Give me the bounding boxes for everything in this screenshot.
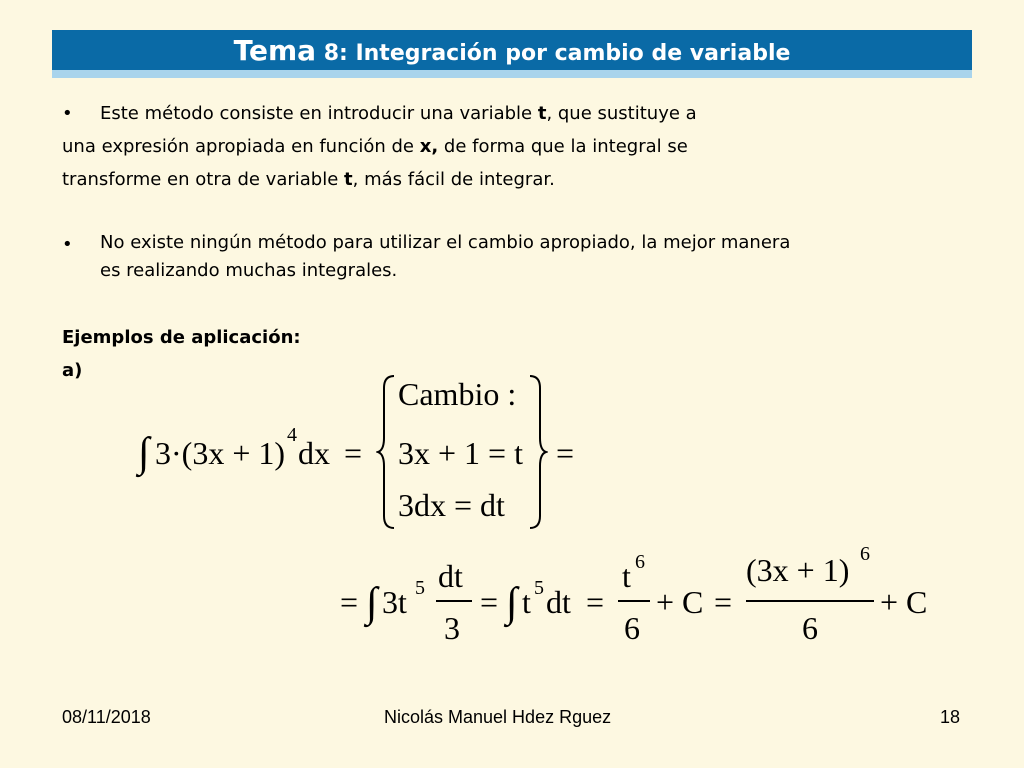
title-prefix: Tema [233,34,317,67]
bullet2-line1: No existe ningún método para utilizar el cambio apropiado, la mejor manera [100,232,791,253]
frac2-bar [618,600,650,602]
equals-3: = [586,584,605,620]
example-a-label: a) [62,360,83,381]
equals-sign-end: = [556,435,575,471]
bullet-marker-2: • [62,234,73,255]
exponent-5a: 5 [415,577,425,599]
slide-title [52,30,972,72]
brace-line-differential: 3dx = dt [398,487,505,523]
equals-sign: = [344,435,363,471]
t-term: t [522,584,531,620]
footer-date: 08/11/2018 [62,707,151,727]
frac2-denominator: 6 [624,610,640,646]
frac2-numerator: t [622,558,631,594]
bullet1-line2: una expresión apropiada en función de x, de forma que la integral se [62,136,688,157]
exponent-5b: 5 [534,577,544,599]
frac1-numerator: dt [438,558,463,594]
bullet1-line1: Este método consiste en introducir una variable t, que sustituye a [100,103,697,124]
equals-1: = [340,584,359,620]
integral-sign: ∫ [138,430,150,476]
bullet2-line2: es realizando muchas integrales. [100,260,398,281]
bullet-marker-1: • [62,103,73,124]
exponent-4: 4 [287,424,297,446]
frac1-denominator: 3 [444,610,460,646]
integrand: 3·(3x + 1) [155,435,286,471]
plus-c-2: + C [880,584,928,620]
footer-author: Nicolás Manuel Hdez Rguez [384,707,612,727]
bullet1-line3: transforme en otra de variable t, más fácil de integrar. [62,169,555,190]
frac2-exponent: 6 [635,551,645,573]
dt-term: dt [546,584,571,620]
equals-4: = [714,584,733,620]
integral-sign-1: ∫ [366,580,378,626]
left-brace [376,374,398,530]
dx-term: dx [298,435,330,471]
frac3-bar [746,600,874,602]
examples-heading: Ejemplos de aplicación: [62,327,301,348]
brace-line-cambio: Cambio : [398,376,517,412]
plus-c-1: + C [656,584,704,620]
frac3-denominator: 6 [802,610,818,646]
frac1-bar [436,600,472,602]
right-brace [526,374,548,530]
footer-page-number: 18 [940,707,961,727]
integral-sign-2: ∫ [506,580,518,626]
frac3-exponent: 6 [860,543,870,565]
equals-2: = [480,584,499,620]
frac3-numerator: (3x + 1) [746,552,850,588]
title-rest: 8: Integración por cambio de variable [316,41,791,66]
coef-3t: 3t [382,584,407,620]
brace-line-substitution: 3x + 1 = t [398,435,523,471]
